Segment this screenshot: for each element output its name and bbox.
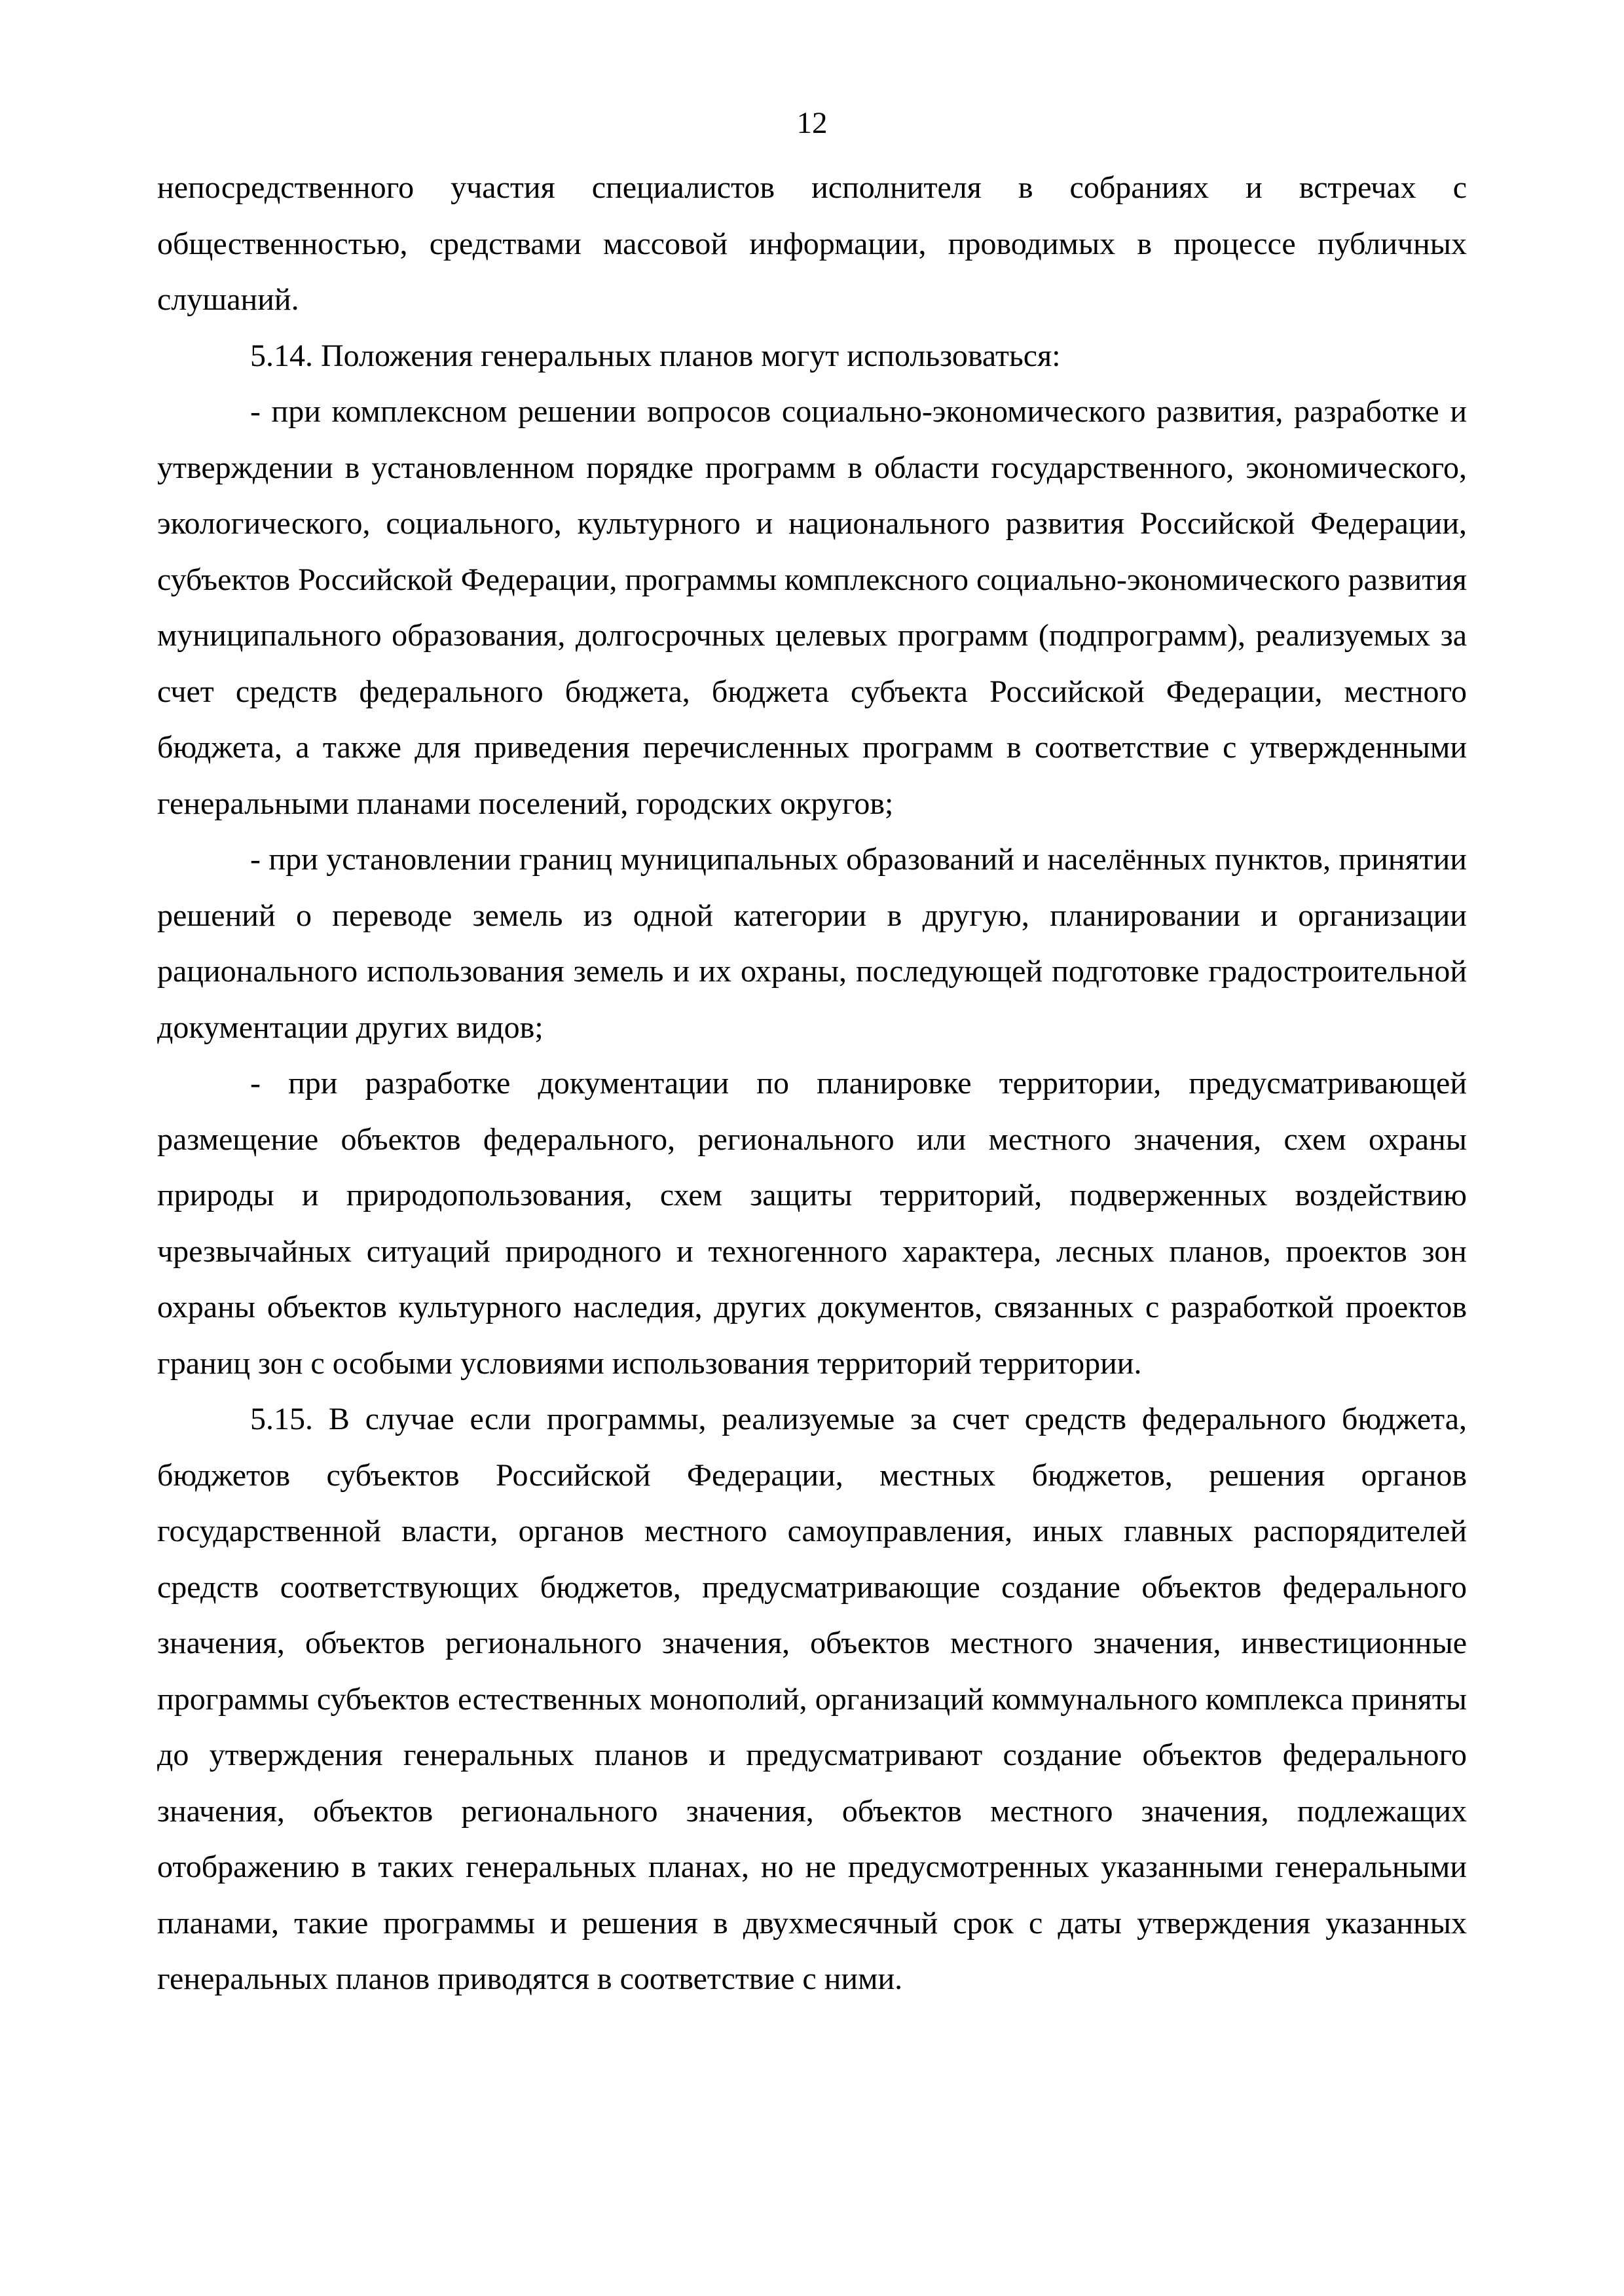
document-body: [157, 160, 1467, 2007]
paragraph-list-item-boundaries: - при установлении границ муниципальных образований и населённых пунктов, принятии решений о переводе земель из одной категории в другую, планировании и организации рационального использования земель и их охраны, последующей подготовке градостроительной документации других видов;: [157, 842, 1467, 1045]
page-number: 12: [796, 106, 828, 140]
paragraph-list-item-planning-documentation: - при разработке документации по планировке территории, предусматривающей размещение объектов федерального, регионального или местного значения, схем охраны природы и природопользования, схем защиты территорий, подверженных воздействию чрезвычайных ситуаций природного и техногенного характера, лесных планов, проектов зон охраны объектов культурного наследия, других документов, связанных с разработкой проектов границ зон с особыми условиями использования территорий территории.: [157, 1066, 1467, 1381]
paragraph-5-14-heading: 5.14. Положения генеральных планов могут использоваться:: [250, 338, 1061, 373]
paragraph-continuation: непосредственного участия специалистов исполнителя в собраниях и встречах с общественностью, средствами массовой информации, проводимых в процессе публичных слушаний.: [157, 170, 1467, 317]
paragraph-5-15: 5.15. В случае если программы, реализуемые за счет средств федерального бюджета, бюджетов субъектов Российской Федерации, местных бюджетов, решения органов государственной власти, органов местного самоуправления, иных главных распорядителей средств соответствующих бюджетов, предусматривающие создание объектов федерального значения, объектов регионального значения, объектов местного значения, инвестиционные программы субъектов естественных монополий, организаций коммунального комплекса приняты до утверждения генеральных планов и предусматривают создание объектов федерального значения, объектов регионального значения, объектов местного значения, подлежащих отображению в таких генеральных планах, но не предусмотренных указанными генеральными планами, такие программы и решения в двухмесячный срок с даты утверждения указанных генеральных планов приводятся в соответствие с ними.: [157, 1402, 1467, 1996]
paragraph-list-item-socioeconomic: - при комплексном решении вопросов социально-экономического развития, разработке и утверждении в установленном порядке программ в области государственного, экономического, экологического, социального, культурного и национального развития Российской Федерации, субъектов Российской Федерации, программы комплексного социально-экономического развития муниципального образования, долгосрочных целевых программ (подпрограмм), реализуемых за счет средств федерального бюджета, бюджета субъекта Российской Федерации, местного бюджета, а также для приведения перечисленных программ в соответствие с утвержденными генеральными планами поселений, городских округов;: [157, 394, 1467, 821]
